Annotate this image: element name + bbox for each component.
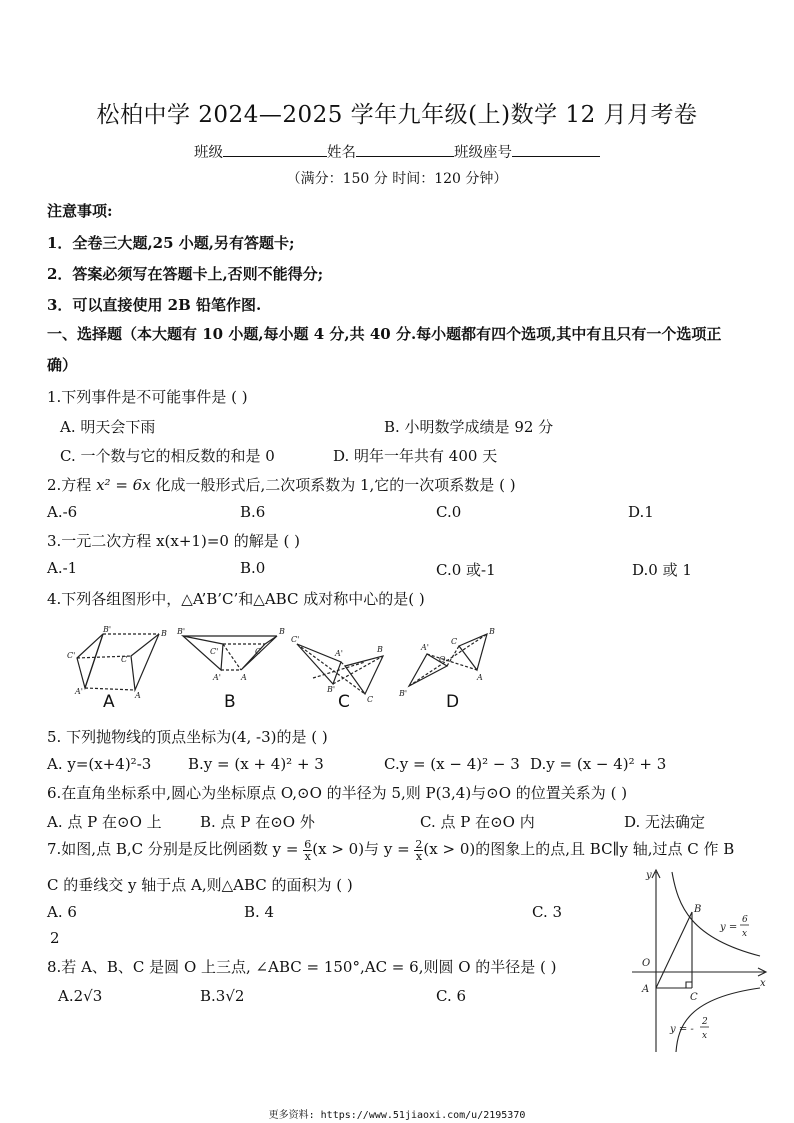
- q3-option-c: C.0 或-1: [436, 561, 496, 579]
- svg-text:C': C': [291, 635, 300, 644]
- svg-text:A': A': [213, 673, 221, 682]
- q4-figure-label-a: A: [103, 692, 115, 712]
- x-axis-label: x: [760, 978, 766, 989]
- q8-option-c: C. 6: [436, 987, 467, 1005]
- name-label: 姓名: [327, 145, 356, 161]
- name-blank: [356, 141, 454, 157]
- note-item: 1．全卷三大题,25 小题,另有答题卡;: [47, 234, 295, 252]
- curve-6-over-x: [672, 872, 760, 956]
- curve2-den: x: [702, 1031, 708, 1041]
- q7-stem-part-a: 7.如图,点 B,C 分别是反比例函数 y =: [47, 840, 299, 858]
- q1-option-c: C. 一个数与它的相反数的和是 0: [60, 447, 275, 465]
- q7-extra-text: 2: [50, 929, 60, 947]
- svg-text:C: C: [121, 655, 128, 664]
- figure-b-diagram: [176, 627, 285, 682]
- q4-figures: [55, 622, 505, 718]
- q7-stem-part-c: (x > 0)的图象上的点,且 BC∥y 轴,过点 C 作 B: [423, 840, 735, 858]
- question-7-stem-cont: C 的垂线交 y 轴于点 A,则△ABC 的面积为 ( ): [47, 876, 353, 894]
- svg-text:A: A: [241, 673, 247, 682]
- q2-stem-post: 化成一般形式后,二次项系数为 1,它的一次项系数是 ( ): [150, 476, 516, 494]
- svg-text:A': A': [75, 687, 83, 696]
- q7-option-c: C. 3: [532, 903, 563, 921]
- score-time: （满分：150 分 时间：120 分钟）: [286, 171, 508, 187]
- svg-text:B: B: [161, 629, 167, 638]
- class-label: 班级: [194, 145, 223, 161]
- question-6-stem: 6.在直角坐标系中,圆心为坐标原点 O,⊙O 的半径为 5,则 P(3,4)与⊙O 的位置关系为 ( ): [47, 784, 628, 802]
- point-c-label: C: [690, 992, 698, 1003]
- point-b-label: B: [694, 904, 702, 915]
- q7-option-a: A. 6: [47, 903, 77, 921]
- segment-ab: [656, 912, 692, 988]
- q7-frac1-den: x: [304, 849, 311, 863]
- svg-text:C: C: [255, 647, 262, 656]
- seat-label: 班级座号: [454, 145, 512, 161]
- section-heading-cont: 确）: [47, 356, 78, 374]
- notes-heading: 注意事项:: [47, 202, 113, 220]
- q3-option-a: A.-1: [47, 559, 78, 577]
- curve2-num: 2: [702, 1017, 708, 1027]
- question-3-stem: 3.一元二次方程 x(x+1)=0 的解是 ( ): [47, 532, 300, 550]
- svg-text:B': B': [399, 689, 408, 698]
- svg-text:C': C': [67, 651, 76, 660]
- footer-link[interactable]: 更多资料: https://www.51jiaoxi.com/u/2195370: [268, 1110, 526, 1121]
- svg-text:B: B: [279, 627, 285, 636]
- q2-option-c: C.0: [436, 503, 462, 521]
- svg-text:C': C': [210, 647, 219, 656]
- svg-text:B: B: [489, 627, 495, 636]
- q2-option-b: B.6: [240, 503, 266, 521]
- q6-option-d: D. 无法确定: [624, 813, 706, 831]
- origin-label: O: [642, 958, 651, 969]
- q7-frac2-num: 2: [415, 837, 423, 851]
- q7-graph: [626, 866, 776, 1056]
- curve1-num: 6: [742, 915, 748, 925]
- svg-text:B': B': [177, 627, 186, 636]
- point-a-label: A: [642, 984, 650, 995]
- q6-option-a: A. 点 P 在⊙O 上: [47, 813, 162, 831]
- q6-option-b: B. 点 P 在⊙O 外: [200, 813, 315, 831]
- question-8-stem: 8.若 A、B、C 是圆 O 上三点, ∠ABC = 150°,AC = 6,则圆 O 的半径是 ( ): [47, 958, 557, 976]
- figure-c-diagram: [291, 635, 383, 704]
- svg-text:B': B': [103, 625, 112, 634]
- q7-frac1-num: 6: [304, 837, 312, 851]
- svg-text:B': B': [327, 685, 336, 694]
- svg-text:B: B: [377, 645, 383, 654]
- curve1-den: x: [742, 929, 748, 939]
- question-1-stem: 1.下列事件是不可能事件是 ( ): [47, 388, 248, 406]
- curve1-lhs: y =: [720, 922, 738, 933]
- q4-figure-label-c: C: [338, 692, 350, 712]
- curve-neg-2-over-x: [676, 988, 760, 1052]
- student-info-line: [0, 141, 794, 162]
- q7-fraction-1: [303, 839, 312, 862]
- q7-frac2-den: x: [415, 849, 423, 863]
- q4-figure-label-b: B: [224, 692, 236, 712]
- note-item: 3．可以直接使用 2B 铅笔作图.: [47, 296, 262, 314]
- q3-option-b: B.0: [240, 559, 266, 577]
- q2-equation: x² = 6x: [96, 476, 151, 494]
- q1-option-d: D. 明年一年共有 400 天: [333, 447, 498, 465]
- q5-option-d: D.y = (x − 4)² + 3: [530, 755, 667, 773]
- question-5-stem: 5. 下列抛物线的顶点坐标为(4, -3)的是 ( ): [47, 728, 328, 746]
- q3-option-d: D.0 或 1: [632, 561, 692, 579]
- q5-option-b: B.y = (x + 4)² + 3: [188, 755, 324, 773]
- svg-text:A: A: [135, 691, 141, 700]
- q6-option-c: C. 点 P 在⊙O 内: [420, 813, 535, 831]
- question-4-stem: 4.下列各组图形中，△A’B’C’和△ABC 成对称中心的是( ): [47, 590, 425, 608]
- q1-option-a: A. 明天会下雨: [60, 418, 156, 436]
- figure-d-diagram: [398, 627, 495, 698]
- right-angle-mark: [686, 982, 692, 988]
- q2-stem-pre: 2.方程: [47, 476, 97, 494]
- q7-option-b: B. 4: [244, 903, 275, 921]
- q8-option-a: A.2√3: [58, 987, 103, 1005]
- class-blank: [223, 141, 327, 157]
- svg-text:O: O: [439, 655, 446, 664]
- y-axis-label: y: [646, 870, 652, 881]
- seat-blank: [512, 141, 600, 157]
- q8-option-b: B.3√2: [200, 987, 245, 1005]
- q7-stem-part-b: (x > 0)与 y =: [312, 840, 410, 858]
- svg-text:C: C: [451, 637, 458, 646]
- question-2-stem: [47, 474, 516, 495]
- section-heading: 一、选择题（本大题有 10 小题,每小题 4 分,共 40 分.每小题都有四个选项,其中有且只有一个选项正: [47, 325, 722, 343]
- q1-option-b: B. 小明数学成绩是 92 分: [384, 418, 554, 436]
- svg-text:A: A: [477, 673, 483, 682]
- q4-figure-label-d: D: [446, 692, 460, 712]
- q2-option-d: D.1: [628, 503, 654, 521]
- page-title: 松柏中学 2024—2025 学年九年级(上)数学 12 月月考卷: [96, 102, 698, 128]
- note-item: 2．答案必须写在答题卡上,否则不能得分;: [47, 265, 324, 283]
- q5-option-c: C.y = (x − 4)² − 3: [384, 755, 520, 773]
- svg-text:A': A': [335, 649, 343, 658]
- question-7-stem: [47, 838, 734, 862]
- curve2-lhs: y = -: [670, 1024, 694, 1035]
- q5-option-a: A. y=(x+4)²-3: [47, 755, 152, 773]
- svg-text:C: C: [367, 695, 374, 704]
- figure-a-diagram: [67, 625, 167, 700]
- svg-text:A': A': [421, 643, 429, 652]
- q2-option-a: A.-6: [47, 503, 78, 521]
